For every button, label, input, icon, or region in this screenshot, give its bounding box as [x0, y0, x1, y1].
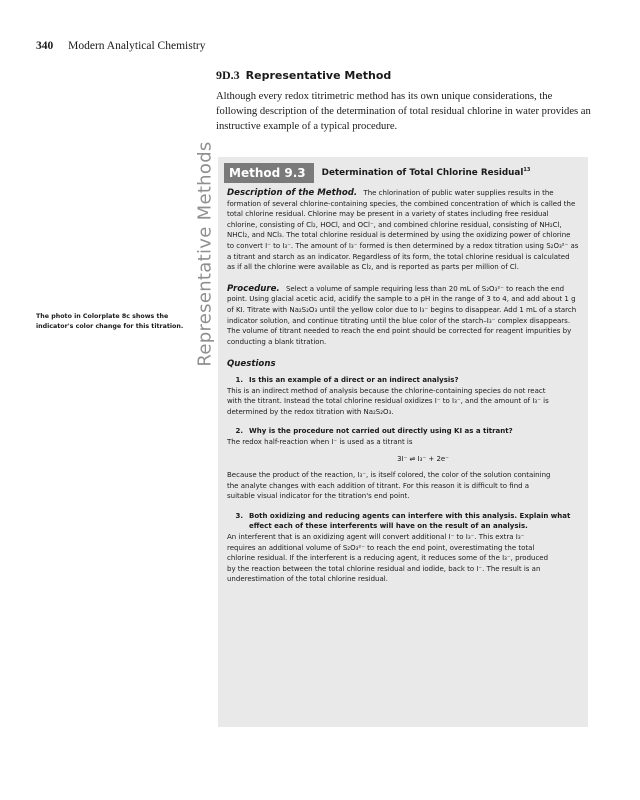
- question-2-text: Why is the procedure not carried out directly using KI as a titrant?: [249, 427, 513, 436]
- method-body: [227, 188, 579, 585]
- description-heading: Description of the Method.: [227, 188, 358, 198]
- description-paragraph: [227, 188, 579, 273]
- side-tab: [194, 141, 216, 367]
- answer-2-part-a: The redox half-reaction when I⁻ is used as a titrant is: [227, 437, 413, 446]
- question-1: [227, 375, 579, 386]
- question-3-number: 3.: [235, 511, 243, 520]
- book-title: Modern Analytical Chemistry: [68, 40, 206, 52]
- side-tab-label: Representative Methods: [194, 141, 216, 367]
- section-block: [216, 68, 596, 134]
- question-1-text: Is this an example of a direct or an indirect analysis?: [249, 375, 459, 384]
- method-reference: 13: [523, 167, 531, 174]
- answer-3: An interferent that is an oxidizing agent will convert additional I⁻ to I₃⁻. This extra I₃⁻ requires an additional volume of S₂O₃²⁻ to reach the end point, overestimating the total chlorine residual. If the interferent is a reducing agent, it reduces some of the I₃⁻, produced by the reaction between the total chlorine residual and iodide, back to I⁻. The result is an underestimation of the total chlorine residual.: [227, 533, 549, 584]
- method-title-wrap: [322, 168, 531, 178]
- question-3: [227, 511, 579, 532]
- page-number: 340: [36, 40, 54, 52]
- method-badge: Method 9.3: [224, 163, 314, 183]
- question-2-number: 2.: [235, 427, 243, 436]
- question-1-number: 1.: [235, 375, 243, 384]
- method-panel: [218, 157, 588, 727]
- procedure-paragraph: [227, 284, 579, 348]
- description-text: The chlorination of public water supplies results in the formation of several chlorine-containing species, the combined concentration of which is called the total chlorine residual. Chlorine may be present in a variety of states including free residual chlorine, consisting of Cl₂, HOCl, and OCl⁻, and combined chlorine residual, consisting of NH₂Cl, NHCl₂, and NCl₃. The total chlorine residual is determined by using the oxidizing power of chlorine to convert I⁻ to I₃⁻. The amount of I₃⁻ formed is then determined by a redox titration using S₂O₃²⁻ as a titrant and starch as an indicator. Regardless of its form, the total chlorine residual is calculated as if all the chlorine were available as Cl₂, and is reported as parts per million of Cl.: [227, 189, 579, 272]
- question-2: [227, 426, 579, 437]
- margin-note: The photo in Colorplate 8c shows the indicator's color change for this titration.: [36, 313, 184, 330]
- answer-1: This is an indirect method of analysis because the chlorine-containing species do not react with the titrant. Instead the total chlorine residual oxidizes I⁻ to I₃⁻, and the amount of I₃⁻ is determined by the redox titration with Na₂S₂O₃.: [227, 386, 549, 416]
- section-title: Representative Method: [245, 69, 392, 82]
- method-title: Determination of Total Chlorine Residual: [321, 168, 524, 178]
- procedure-heading: Procedure.: [227, 283, 280, 294]
- question-3-text: Both oxidizing and reducing agents can interfere with this analysis. Explain what effect each of these interferents will have on the result of an analysis.: [249, 511, 571, 531]
- half-reaction-equation: 3I⁻ ⇌ I₃⁻ + 2e⁻: [397, 455, 449, 464]
- procedure-text: Select a volume of sample requiring less than 20 mL of S₂O₃²⁻ to reach the end point. Using glacial acetic acid, acidify the sample to a pH in the range of 3 to 4, and add about 1 g of KI. Titrate with Na₂S₂O₃ until the yellow color due to I₃⁻ begins to disappear. Add 1 mL of a starch indicator solution, and continue titrating until the blue color of the starch–I₃⁻ complex disappears. The volume of titrant needed to reach the end point should be corrected for reagent impurities by conducting a blank titration.: [227, 284, 577, 346]
- section-heading: [216, 68, 596, 83]
- section-number: 9D.3: [216, 68, 240, 82]
- method-header: [224, 162, 530, 184]
- running-header: [36, 40, 205, 52]
- answer-2-part-b: Because the product of the reaction, I₃⁻, is itself colored, the color of the solution containing the analyte changes with each addition of titrant. For this reason it is difficult to find a suitable visual indicator for the titration's end point.: [227, 471, 551, 501]
- questions-heading: Questions: [227, 359, 276, 370]
- section-intro: Although every redox titrimetric method has its own unique considerations, the following description of the determination of total residual chlorine in water provides an instructive example of a typical procedure.: [216, 91, 591, 132]
